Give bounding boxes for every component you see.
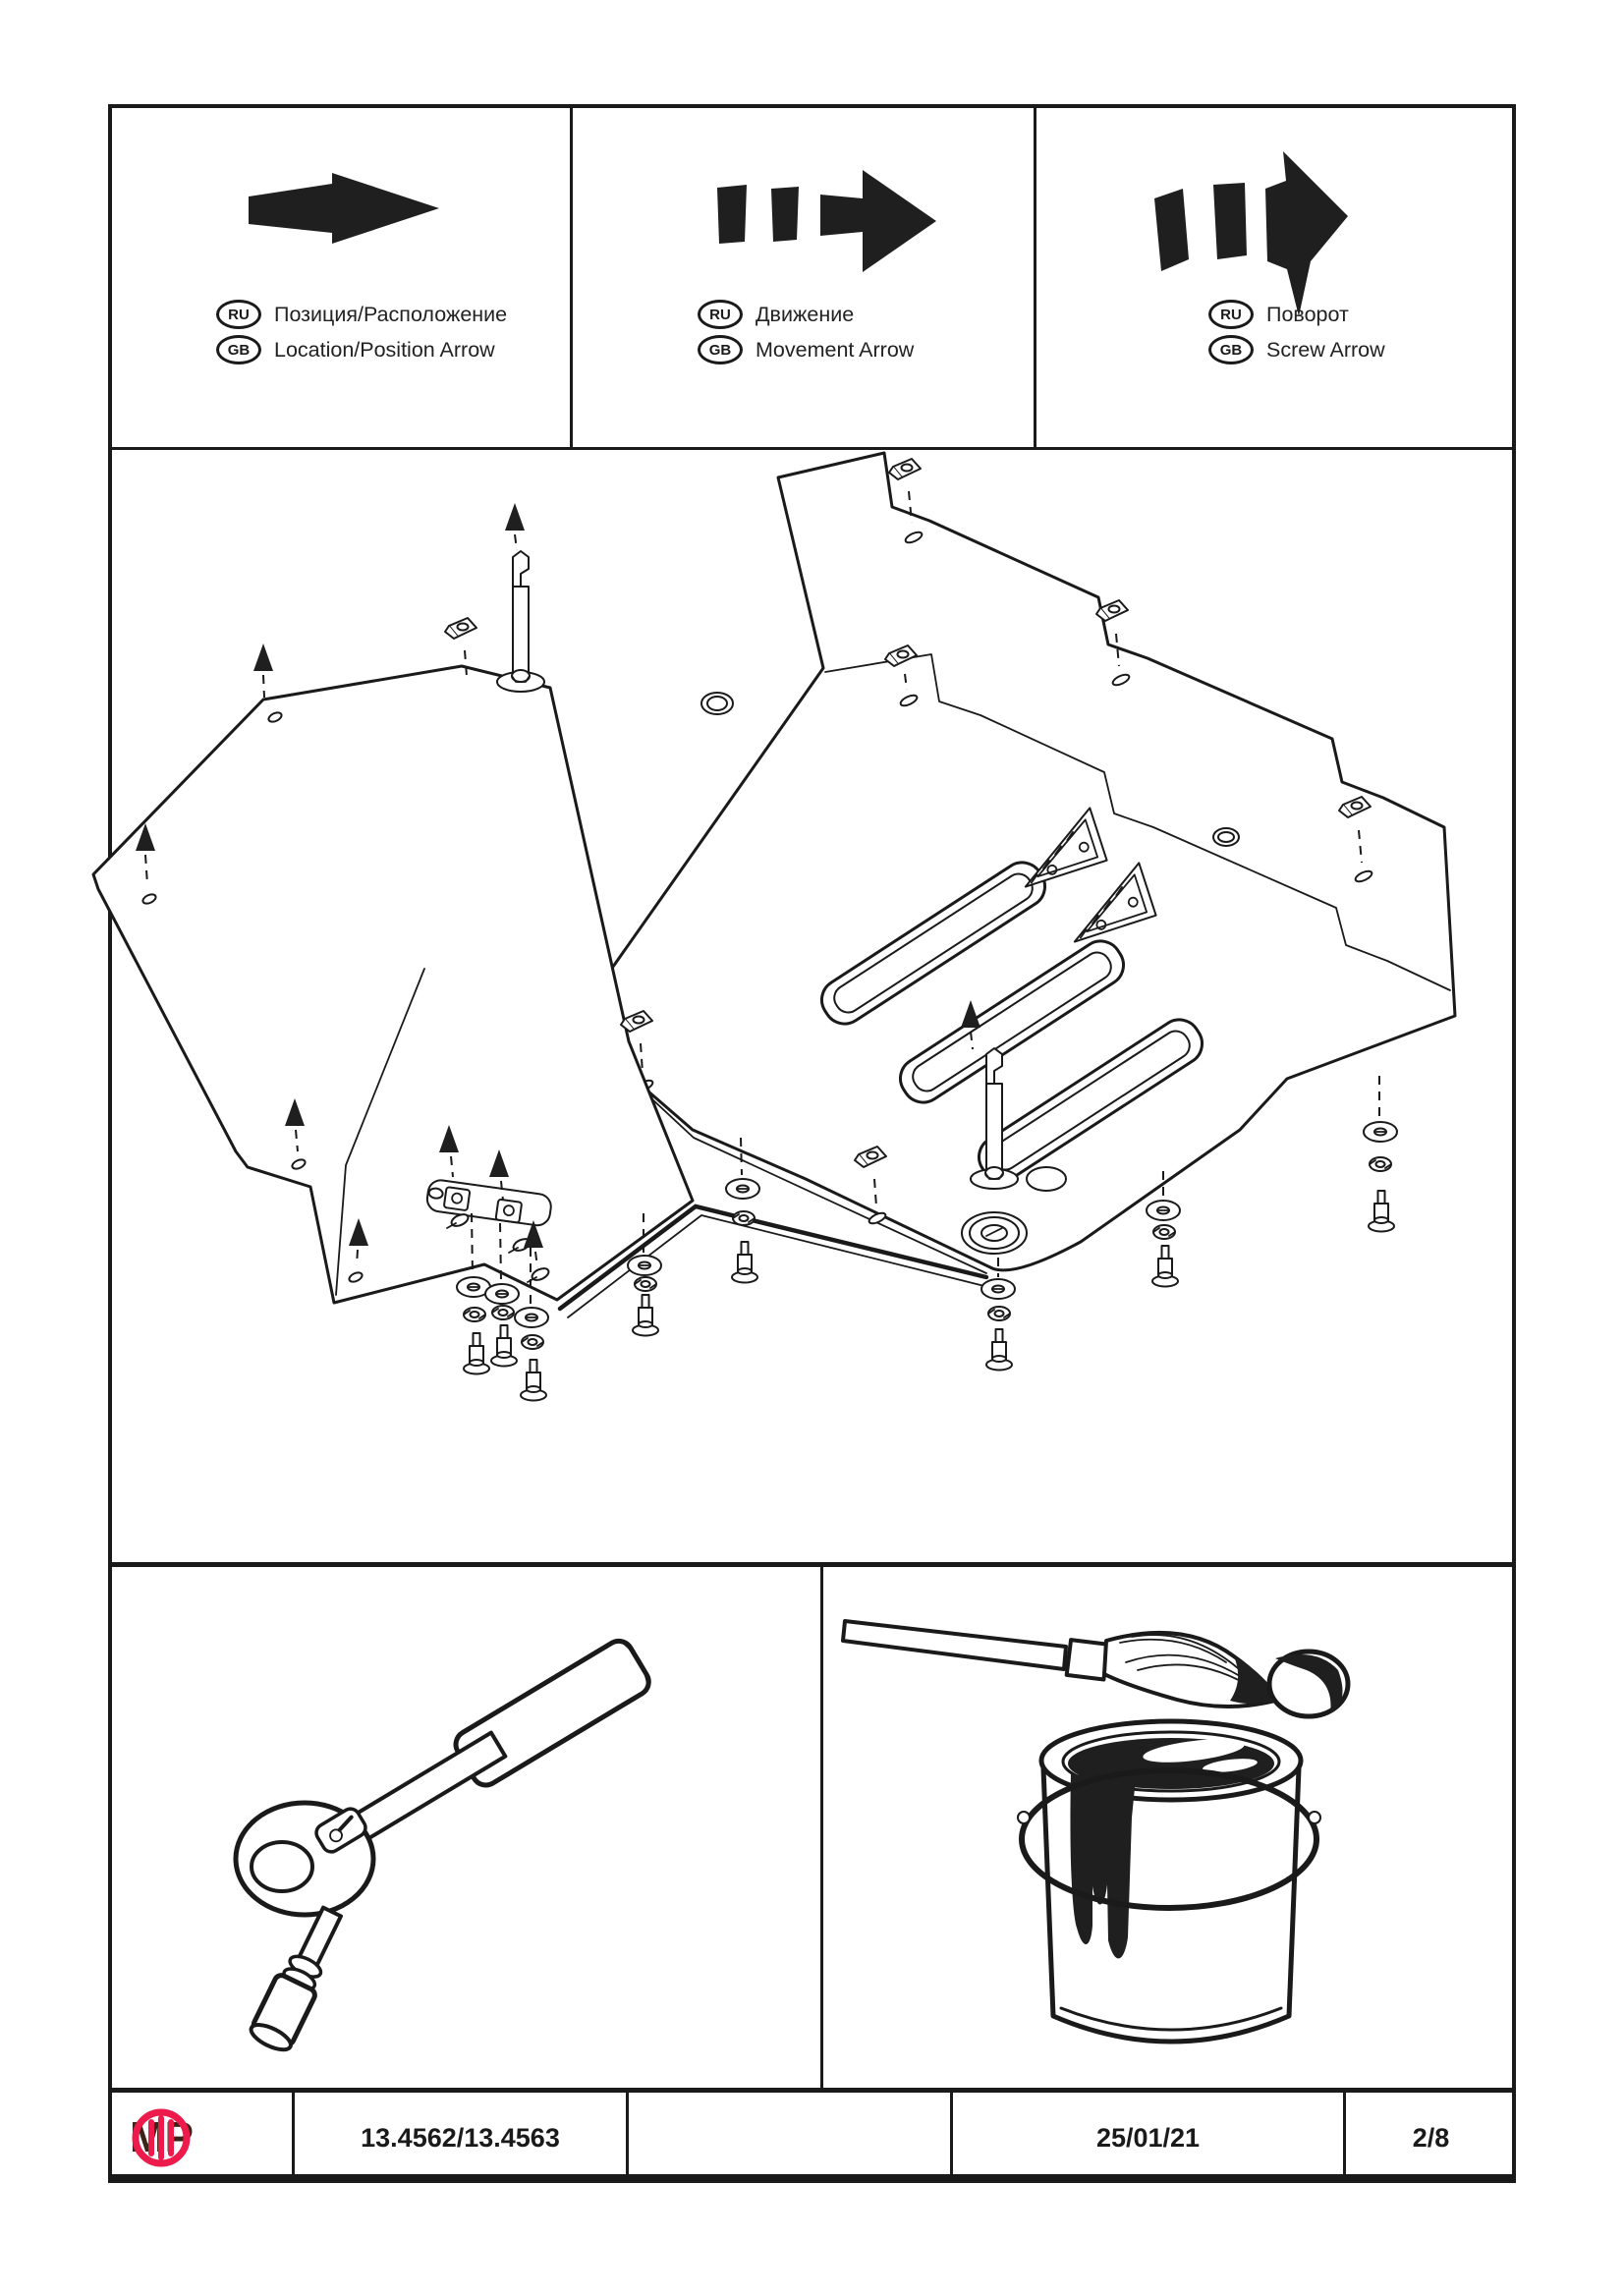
legend-cell-screw [1034, 104, 1516, 447]
empty-cell [629, 2093, 953, 2183]
torque-wrench-icon [108, 1565, 820, 2088]
movement-arrow-icon [570, 134, 1034, 291]
side-skid-plate [93, 666, 693, 1303]
date-value: 25/01/21 [1095, 2122, 1201, 2153]
ru-badge: RU [216, 300, 261, 329]
ru-badge: RU [1208, 300, 1254, 329]
screw-arrow-icon [1034, 134, 1516, 291]
gb-badge: GB [1208, 335, 1254, 364]
gb-badge: GB [216, 335, 261, 364]
logo-cell [108, 2093, 295, 2183]
grommet [962, 1212, 1027, 1254]
legend-row-gb [216, 332, 507, 367]
legend-text-gb: Movement Arrow [756, 337, 915, 362]
legend-row-gb [1208, 332, 1385, 367]
position-arrow-icon [108, 134, 570, 291]
legend-row-ru [1208, 297, 1385, 332]
logo-text: MP [130, 2113, 193, 2161]
stand-bracket-left [497, 551, 544, 692]
legend-text-ru: Позиция/Расположение [274, 302, 508, 326]
title-block [108, 2088, 1516, 2183]
legend-text-ru: Поворот [1266, 302, 1349, 326]
part-number: 13.4562/13.4563 [361, 2122, 560, 2153]
page-number: 2/8 [1412, 2122, 1450, 2153]
skid-plate-exploded-diagram [108, 447, 1516, 1562]
gb-badge: GB [698, 335, 743, 364]
date-cell [953, 2093, 1346, 2183]
legend-text-ru: Движение [756, 302, 855, 326]
page-number-cell [1346, 2093, 1516, 2183]
mp-logo-icon [130, 2104, 193, 2171]
paint-can [1018, 1721, 1320, 2042]
legend-cell-movement [570, 104, 1034, 447]
ru-badge: RU [698, 300, 743, 329]
legend-text-gb: Screw Arrow [1266, 337, 1385, 362]
paint-can-brush-icon [820, 1565, 1516, 2088]
legend-row-gb [698, 332, 914, 367]
legend-cell-position [108, 104, 570, 447]
legend-text-gb: Location/Position Arrow [274, 337, 495, 362]
legend-row-ru [698, 297, 914, 332]
brush [843, 1621, 1348, 1716]
legend-row-ru [216, 297, 507, 332]
part-number-cell [295, 2093, 629, 2183]
